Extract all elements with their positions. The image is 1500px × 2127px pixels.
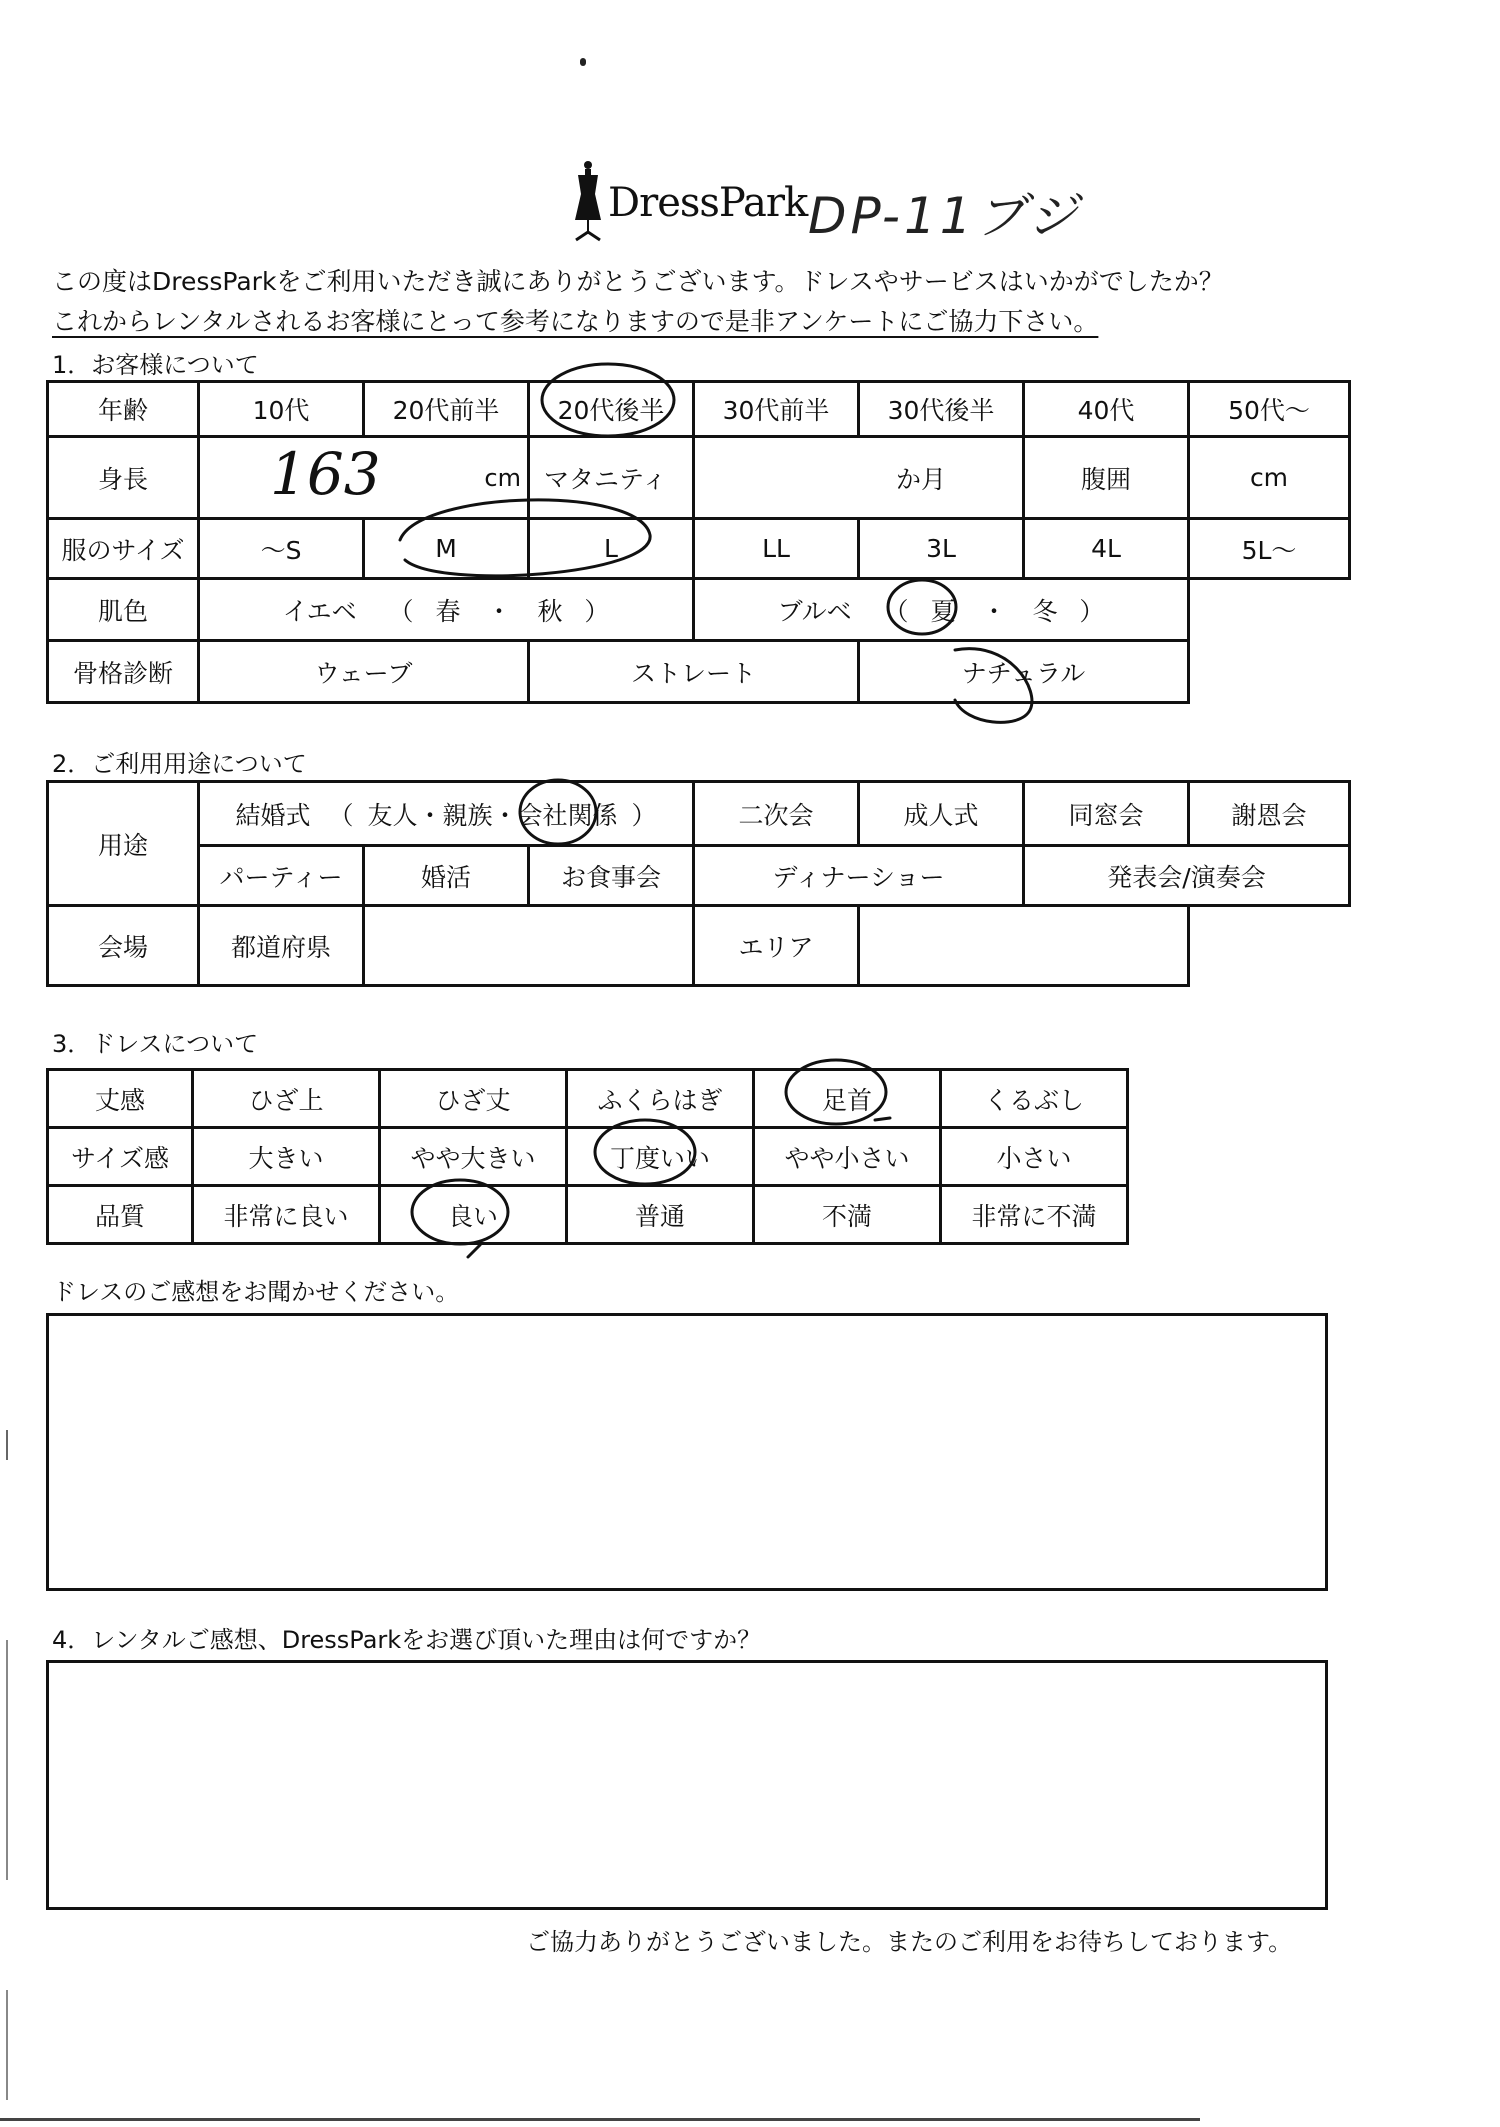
paren-open: （ xyxy=(388,596,414,626)
waist-label: 腹囲 xyxy=(1024,437,1189,519)
winter-option[interactable]: 冬 xyxy=(1032,596,1058,626)
waist-unit: cm xyxy=(1249,463,1289,492)
fit-option[interactable]: やや小さい xyxy=(754,1128,941,1186)
size-option[interactable]: LL xyxy=(694,519,859,579)
frame-option-selected[interactable]: ナチュラル xyxy=(859,641,1189,703)
quality-option[interactable]: 非常に不満 xyxy=(941,1186,1128,1244)
selection-circle xyxy=(468,1245,480,1257)
separator-dot: ・ xyxy=(492,800,518,830)
paren-close: ） xyxy=(631,800,657,830)
height-label: 身長 xyxy=(48,437,199,519)
empty-cell xyxy=(1189,641,1350,703)
length-option[interactable]: ふくらはぎ xyxy=(567,1070,754,1128)
autumn-option[interactable]: 秋 xyxy=(537,596,563,626)
size-option[interactable]: 5L～ xyxy=(1189,519,1350,579)
purpose-label-cell xyxy=(48,782,199,906)
yellow-base-label: イエベ xyxy=(282,596,357,626)
age-option[interactable]: 50代～ xyxy=(1189,382,1350,437)
size-option[interactable]: 3L xyxy=(859,519,1024,579)
section-2-title: 2．ご利用用途について xyxy=(52,750,307,778)
waist-field[interactable] xyxy=(1189,437,1350,519)
size-option-selected[interactable]: M xyxy=(364,519,529,579)
handwritten-customer-code: DP-11ブジ xyxy=(808,187,1082,245)
purpose-option[interactable]: 二次会 xyxy=(694,782,859,846)
purpose-row-2 xyxy=(48,846,1350,906)
intro-line-1: この度はDressParkをご利用いただき誠にありがとうございます。ドレスやサービスはいかがでしたか？ xyxy=(52,267,1224,296)
frame-label: 骨格診断 xyxy=(48,641,199,703)
fit-option[interactable]: やや大きい xyxy=(380,1128,567,1186)
fit-label: サイズ感 xyxy=(48,1128,193,1186)
purpose-option[interactable]: 謝恩会 xyxy=(1189,782,1350,846)
quality-option-selected[interactable]: 良い xyxy=(380,1186,567,1244)
scan-edge-line xyxy=(0,2118,1200,2121)
age-option[interactable]: 40代 xyxy=(1024,382,1189,437)
purpose-option[interactable]: 発表会/演奏会 xyxy=(1024,846,1350,906)
relative-option[interactable]: 親族 xyxy=(442,800,493,830)
age-option[interactable]: 10代 xyxy=(199,382,364,437)
blue-base-option[interactable] xyxy=(694,579,1189,641)
age-row xyxy=(48,382,1350,437)
dress-table xyxy=(46,1068,1129,1245)
friend-option[interactable]: 友人 xyxy=(367,800,418,830)
paren-close: ） xyxy=(584,596,610,626)
paren-open: （ xyxy=(883,596,909,626)
section-4-title: 4．レンタルご感想、DressParkをお選び頂いた理由は何ですか？ xyxy=(52,1626,762,1654)
fit-option[interactable]: 小さい xyxy=(941,1128,1128,1186)
dress-form-logo xyxy=(568,160,608,242)
summer-option-selected[interactable]: 夏 xyxy=(930,596,956,626)
footer-thanks: ご協力ありがとうございました。またのご利用をお待ちしております。 xyxy=(526,1928,1293,1956)
maternity-months-field[interactable] xyxy=(694,437,1024,519)
wedding-option[interactable] xyxy=(199,782,694,846)
customer-info-table xyxy=(46,380,1351,704)
empty-cell xyxy=(1189,579,1350,641)
quality-option[interactable]: 非常に良い xyxy=(193,1186,380,1244)
frame-option[interactable]: ウェーブ xyxy=(199,641,529,703)
skin-label: 肌色 xyxy=(48,579,199,641)
frame-option[interactable]: ストレート xyxy=(529,641,859,703)
age-option[interactable]: 30代後半 xyxy=(859,382,1024,437)
fit-row xyxy=(48,1128,1128,1186)
purpose-row-1 xyxy=(48,782,1350,846)
length-option[interactable]: ひざ上 xyxy=(193,1070,380,1128)
usage-table xyxy=(46,780,1351,987)
brand-logo-text: DressPark xyxy=(608,180,808,226)
quality-label: 品質 xyxy=(48,1186,193,1244)
section-1-title: 1．お客様について xyxy=(52,351,259,379)
fit-option[interactable]: 大きい xyxy=(193,1128,380,1186)
scan-edge-line xyxy=(6,1640,8,1880)
area-field[interactable] xyxy=(859,906,1189,986)
dress-comment-box[interactable] xyxy=(46,1313,1328,1591)
purpose-option[interactable]: 同窓会 xyxy=(1024,782,1189,846)
scan-edge-line xyxy=(6,1990,8,2100)
area-label: エリア xyxy=(694,906,859,986)
venue-row xyxy=(48,906,1350,986)
yellow-base-option[interactable] xyxy=(199,579,694,641)
purpose-option[interactable]: パーティー xyxy=(199,846,364,906)
venue-label: 会場 xyxy=(48,906,199,986)
height-unit: cm xyxy=(484,464,521,492)
quality-row xyxy=(48,1186,1128,1244)
length-row xyxy=(48,1070,1128,1128)
size-option-selected[interactable]: L xyxy=(529,519,694,579)
purpose-option[interactable]: 婚活 xyxy=(364,846,529,906)
size-option[interactable]: ～S xyxy=(199,519,364,579)
age-label: 年齢 xyxy=(48,382,199,437)
purpose-option[interactable]: ディナーショー xyxy=(694,846,1024,906)
separator-dot: ・ xyxy=(486,596,512,626)
spring-option[interactable]: 春 xyxy=(435,596,461,626)
paren-close: ） xyxy=(1079,596,1105,626)
length-label: 丈感 xyxy=(48,1070,193,1128)
quality-option[interactable]: 不満 xyxy=(754,1186,941,1244)
height-row xyxy=(48,437,1350,519)
scan-mark xyxy=(580,58,586,66)
maternity-label: マタニティ xyxy=(529,437,694,519)
paren-open: （ xyxy=(328,800,354,830)
age-option[interactable]: 30代前半 xyxy=(694,382,859,437)
length-option[interactable]: ひざ丈 xyxy=(380,1070,567,1128)
intro-line-2: これからレンタルされるお客様にとって参考になりますので是非アンケートにご協力下さい。 xyxy=(52,307,1099,336)
dress-comment-prompt: ドレスのご感想をお聞かせください。 xyxy=(52,1278,460,1306)
size-label: 服のサイズ xyxy=(48,519,199,579)
skin-row xyxy=(48,579,1350,641)
frame-row xyxy=(48,641,1350,703)
purpose-label: 用途 xyxy=(97,830,148,860)
quality-option[interactable]: 普通 xyxy=(567,1186,754,1244)
length-option-selected[interactable]: 足首 xyxy=(754,1070,941,1128)
fit-option-selected[interactable]: 丁度いい xyxy=(567,1128,754,1186)
size-option[interactable]: 4L xyxy=(1024,519,1189,579)
scan-edge-line xyxy=(6,1430,8,1460)
blue-base-label: ブルベ xyxy=(777,596,852,626)
size-row xyxy=(48,519,1350,579)
wedding-label: 結婚式 xyxy=(235,800,311,830)
age-option-selected[interactable]: 20代後半 xyxy=(529,382,694,437)
months-unit: か月 xyxy=(895,464,946,494)
separator-dot: ・ xyxy=(981,596,1007,626)
section-3-title: 3．ドレスについて xyxy=(52,1030,259,1058)
age-option[interactable]: 20代前半 xyxy=(364,382,529,437)
dress-form-icon xyxy=(568,160,608,242)
purpose-option[interactable]: 成人式 xyxy=(859,782,1024,846)
purpose-option[interactable]: お食事会 xyxy=(529,846,694,906)
prefecture-label: 都道府県 xyxy=(199,906,364,986)
rental-comment-box[interactable] xyxy=(46,1660,1328,1910)
length-option[interactable]: くるぶし xyxy=(941,1070,1128,1128)
separator-dot: ・ xyxy=(417,800,443,830)
empty-cell xyxy=(1189,906,1350,986)
prefecture-field[interactable] xyxy=(364,906,694,986)
height-field[interactable] xyxy=(199,437,529,519)
height-value: 163 xyxy=(270,440,381,508)
company-option-selected[interactable]: 会社関係 xyxy=(517,800,618,830)
